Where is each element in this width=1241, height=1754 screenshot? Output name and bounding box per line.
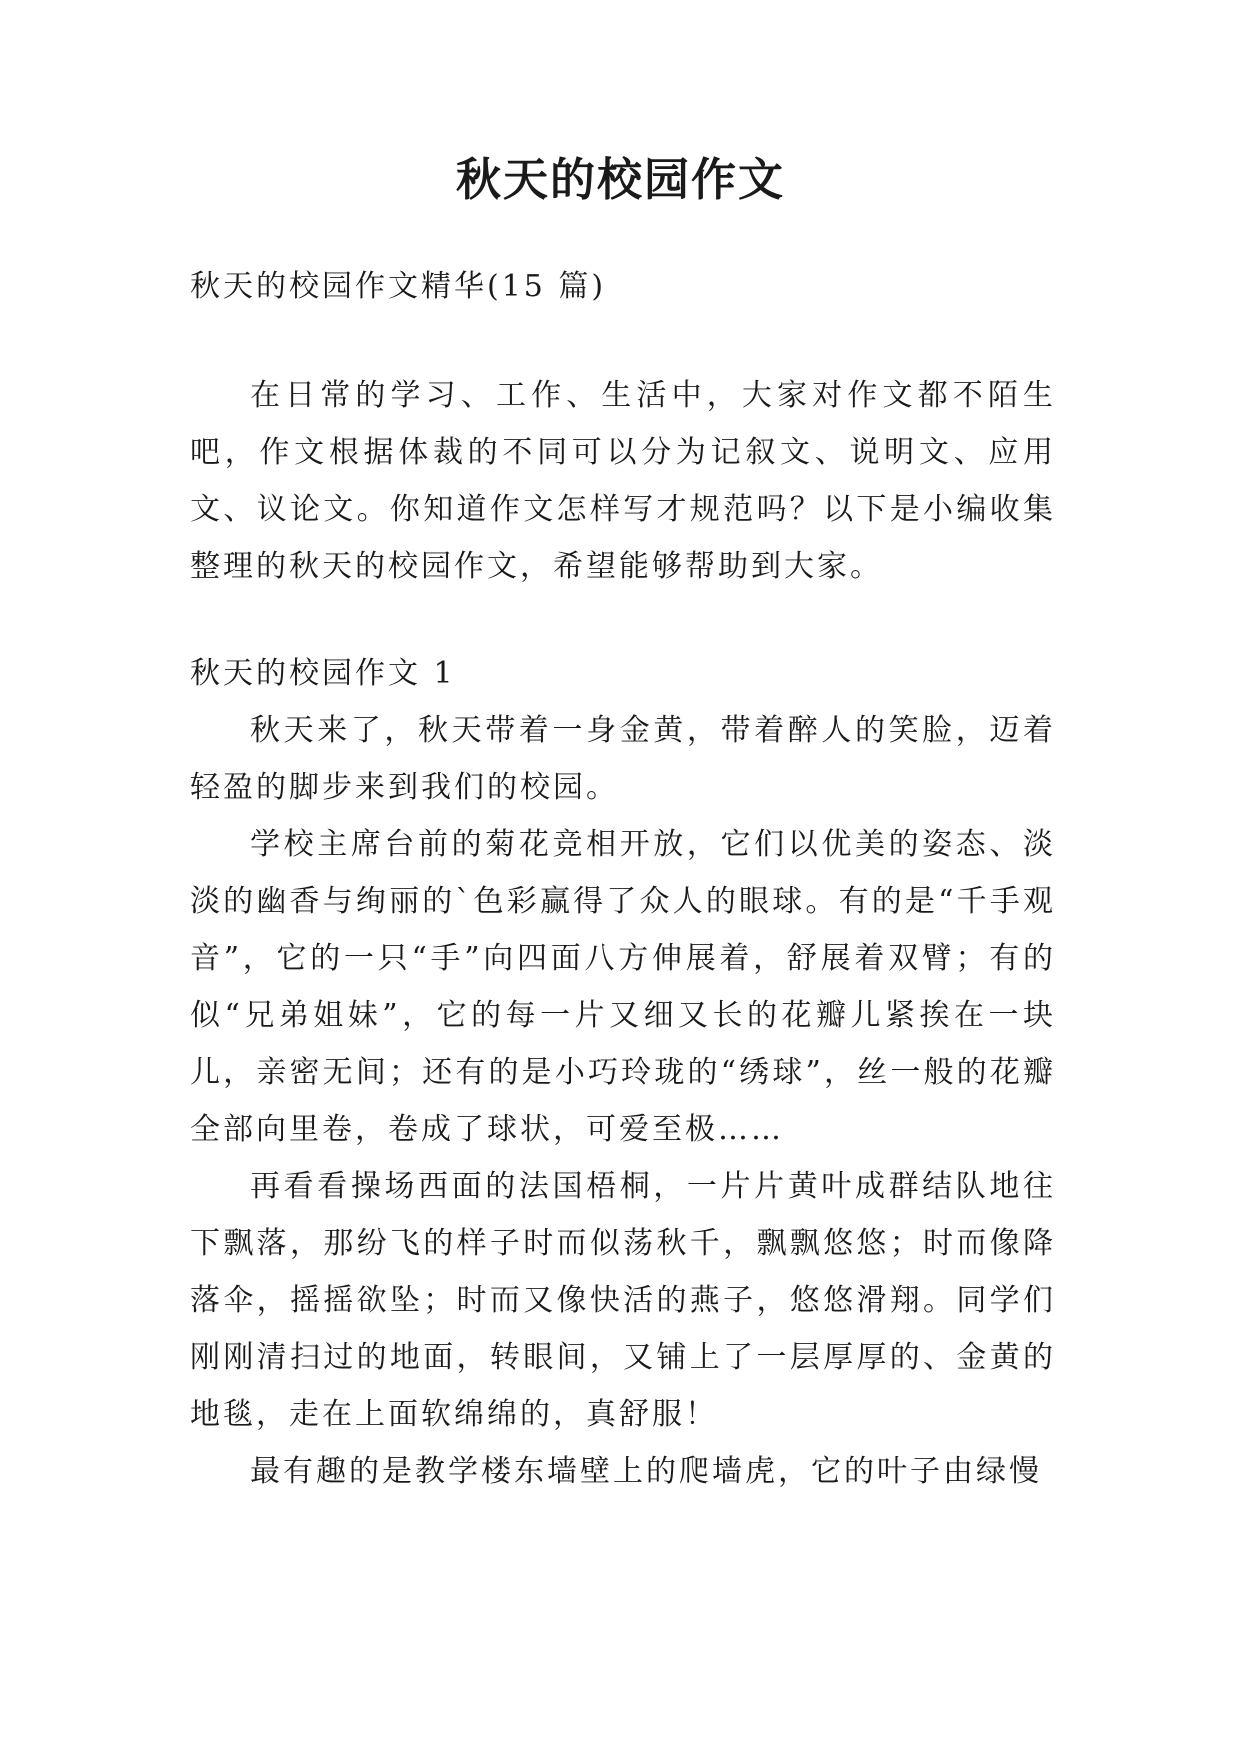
section-heading: 秋天的校园作文 1 (190, 656, 456, 691)
body-paragraph: 最有趣的是教学楼东墙壁上的爬墙虎，它的叶子由绿慢 (250, 1454, 1042, 1489)
body-paragraph: 再看看操场西面的法国梧桐，一片片黄叶成群结队地往下飘落，那纷飞的样子时而似荡秋千，飘飘悠悠；时而像降落伞，摇摇欲坠；时而又像快活的燕子，悠悠滑翔。同学们刚刚清扫过的地面，转眼间，又铺上了一层厚厚的、金黄的地毯，走在上面软绵绵的，真舒服！ (190, 1169, 1056, 1432)
body-paragraph: 秋天来了，秋天带着一身金黄，带着醉人的笑脸，迈着轻盈的脚步来到我们的校园。 (190, 713, 1056, 805)
body-paragraph: 学校主席台前的菊花竞相开放，它们以优美的姿态、淡淡的幽香与绚丽的`色彩赢得了众人的眼球。有的是“千手观音”，它的一只“手”向四面八方伸展着，舒展着双臂；有的似“兄弟姐妹”，它的每一片又细又长的花瓣儿紧挨在一块儿，亲密无间；还有的是小巧玲珑的“绣球”，丝一般的花瓣全部向里卷，卷成了球状，可爱至极…… (190, 827, 1056, 1147)
document-title: 秋天的校园作文 (455, 153, 785, 206)
document-subtitle: 秋天的校园作文精华(15 篇) (190, 269, 607, 304)
document-body (190, 258, 1056, 1500)
intro-paragraph: 在日常的学习、工作、生活中，大家对作文都不陌生吧，作文根据体裁的不同可以分为记叙文、说明文、应用文、议论文。你知道作文怎样写才规范吗？以下是小编收集整理的秋天的校园作文，希望能够帮助到大家。 (190, 378, 1056, 584)
